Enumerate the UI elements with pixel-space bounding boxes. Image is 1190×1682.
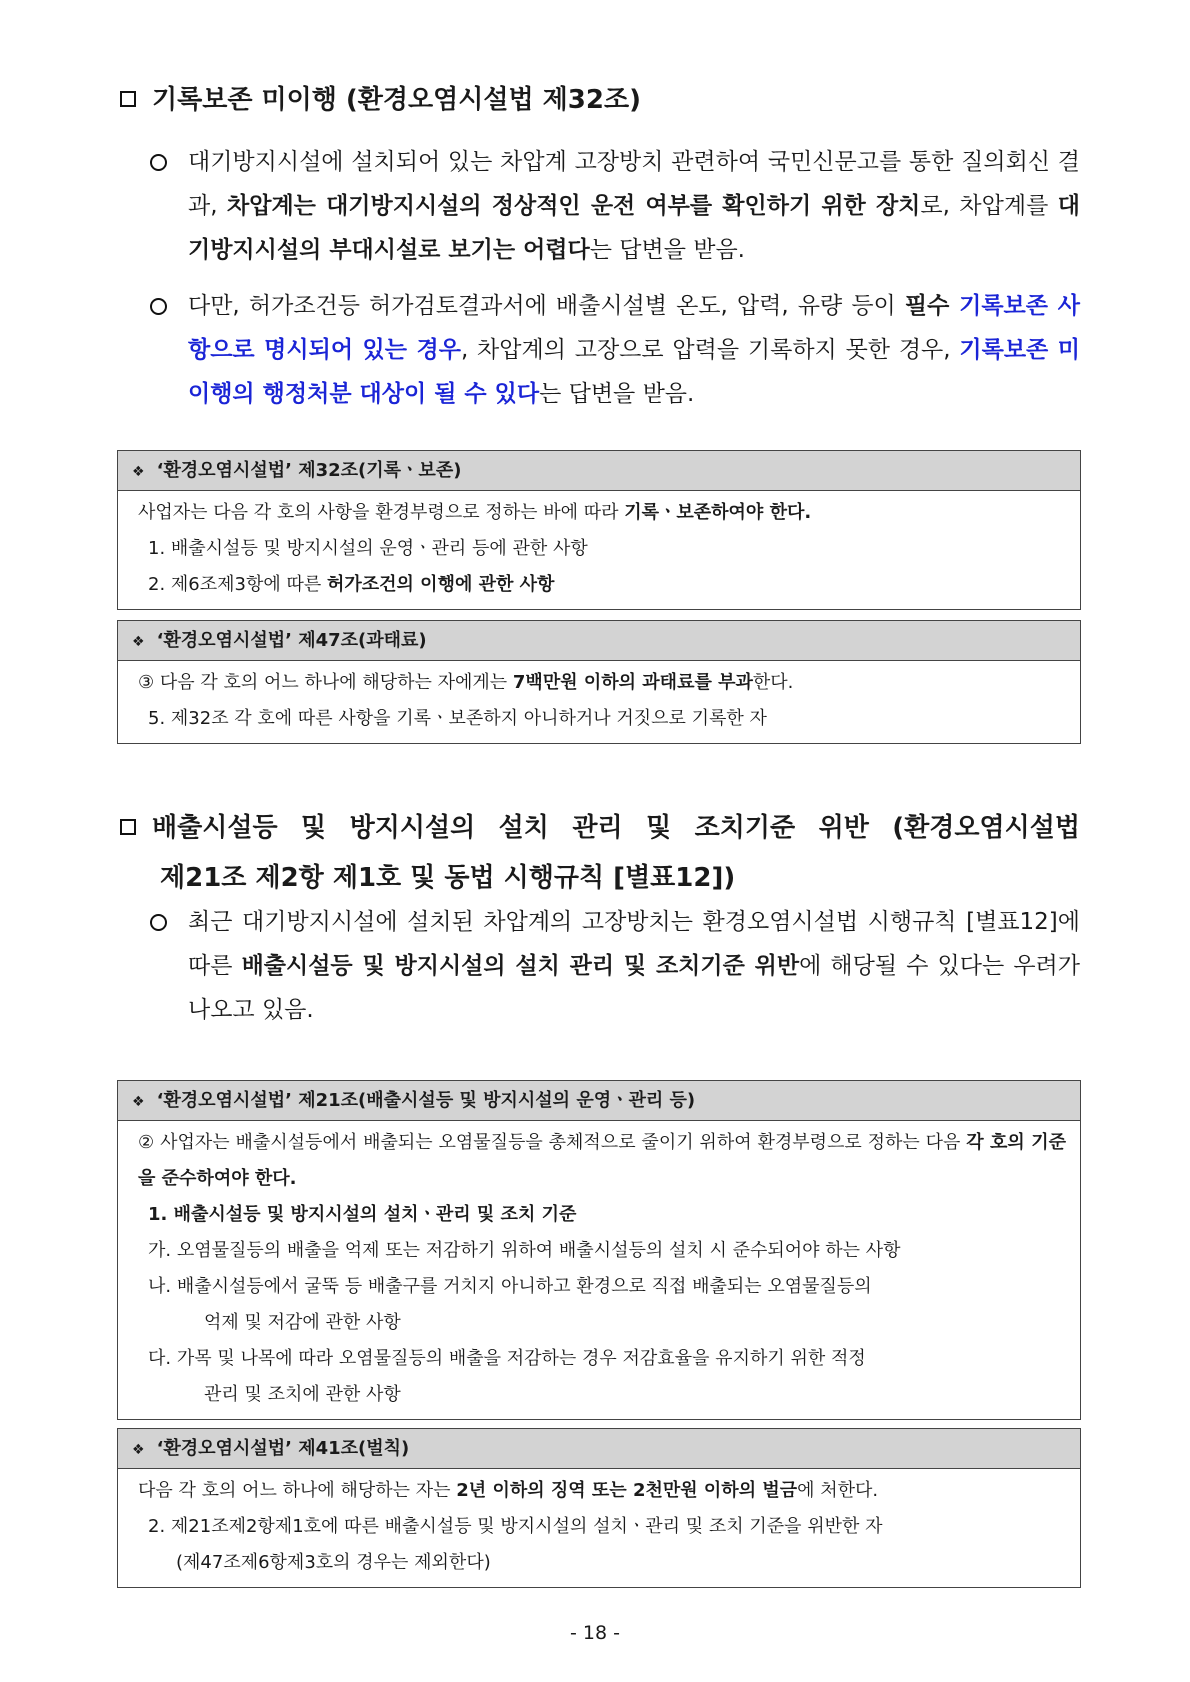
circle-bullet-icon (150, 154, 167, 171)
diamond-bullet-icon: ❖ (132, 1442, 145, 1458)
text-run: ③ 다음 각 호의 어느 하나에 해당하는 자에게는 (138, 672, 513, 693)
bullet-text (188, 149, 1080, 263)
law-line (138, 1341, 1066, 1377)
checkbox-square-icon (120, 91, 136, 107)
text-run: 차압계는 대기방지시설의 정상적인 운전 여부를 확인하기 위한 장치 (227, 193, 921, 219)
law-box-article-47 (117, 620, 1081, 744)
text-run: 최근 대기방지시설에 설치된 차압계의 고장방치는 환경오염시설법 시행규칙 [별표12]에 따른 (188, 909, 1080, 979)
text-run: 억제 및 저감에 관한 사항 (204, 1312, 401, 1333)
diamond-bullet-icon: ❖ (132, 464, 145, 480)
law-box-body (118, 661, 1080, 743)
law-line (138, 1305, 1066, 1341)
law-line (138, 1233, 1066, 1269)
section-2-title-line1: 배출시설등 및 방지시설의 설치 관리 및 조치기준 위반 (환경오염시설법 (152, 813, 1080, 843)
text-run: 는 답변을 받음. (589, 237, 745, 263)
law-line (138, 495, 1066, 531)
section-2-heading (120, 806, 1080, 900)
section-2-bullets (150, 900, 1080, 1032)
law-box-title: ‘환경오염시설법’ 제47조(과태료) (156, 630, 427, 651)
law-box-header (118, 1081, 1080, 1121)
text-run: 기록보존 사항으로 명시되어 있는 경우 (188, 293, 1081, 363)
text-run: 7백만원 이하의 과태료를 부과 (512, 672, 753, 693)
text-run: 1. 배출시설등 및 방지시설의 설치ㆍ관리 및 조치 기준 (148, 1204, 577, 1225)
law-line (138, 1545, 1066, 1581)
law-box-article-32 (117, 450, 1081, 610)
text-run: 에 처한다. (797, 1480, 879, 1501)
text-run: 로, 차압계를 (920, 193, 1058, 219)
text-run: 배출시설등 및 방지시설의 설치 관리 및 조치기준 위반 (241, 953, 800, 979)
law-line (138, 701, 1066, 737)
law-line (138, 1197, 1066, 1233)
checkbox-square-icon (120, 819, 136, 835)
law-box-body (118, 1469, 1080, 1587)
text-run: 관리 및 조치에 관한 사항 (204, 1384, 401, 1405)
bullet-paragraph (150, 140, 1080, 272)
law-line (138, 1509, 1066, 1545)
diamond-bullet-icon: ❖ (132, 1094, 145, 1110)
bullet-text (188, 909, 1080, 1023)
text-run: 2. 제21조제2항제1호에 따른 배출시설등 및 방지시설의 설치ㆍ관리 및 조치 기준을 위반한 자 (148, 1516, 883, 1537)
text-run: 다음 각 호의 어느 하나에 해당하는 자는 (138, 1480, 457, 1501)
law-box-title: ‘환경오염시설법’ 제32조(기록ㆍ보존) (156, 460, 462, 481)
text-run: 나. 배출시설등에서 굴뚝 등 배출구를 거치지 아니하고 환경으로 직접 배출되는 오염물질등의 (148, 1276, 872, 1297)
circle-bullet-icon (150, 298, 167, 315)
text-run: 필수 (904, 293, 950, 319)
text-run: 5. 제32조 각 호에 따른 사항을 기록ㆍ보존하지 아니하거나 거짓으로 기록한 자 (148, 708, 767, 729)
text-run: 대기방지시설에 설치되어 있는 차압계 고장방치 관련하여 국민신문고를 통한 질의회신 결과, (188, 149, 1080, 219)
law-line (138, 567, 1066, 603)
text-run: ② 사업자는 배출시설등에서 배출되는 오염물질등을 총체적으로 줄이기 위하여 환경부령으로 정하는 다음 (138, 1132, 967, 1153)
law-line (138, 665, 1066, 701)
text-run: 2. 제6조제3항에 따른 (148, 574, 327, 595)
text-run: 사업자는 다음 각 호의 사항을 환경부령으로 정하는 바에 따라 (138, 502, 625, 523)
text-run: 허가조건의 이행에 관한 사항 (326, 574, 555, 595)
law-box-article-21 (117, 1080, 1081, 1420)
law-box-header (118, 451, 1080, 491)
law-box-article-41 (117, 1428, 1081, 1588)
diamond-bullet-icon: ❖ (132, 634, 145, 650)
text-run: 다. 가목 및 나목에 따라 오염물질등의 배출을 저감하는 경우 저감효율을 유지하기 위한 적정 (148, 1348, 866, 1369)
text-run: 가. 오염물질등의 배출을 억제 또는 저감하기 위하여 배출시설등의 설치 시 준수되어야 하는 사항 (148, 1240, 901, 1261)
law-box-title: ‘환경오염시설법’ 제21조(배출시설등 및 방지시설의 운영ㆍ관리 등) (156, 1090, 696, 1111)
text-run: 다만, 허가조건등 허가검토결과서에 배출시설별 온도, 압력, 유량 등이 (188, 293, 905, 319)
text-run: 는 답변을 받음. (539, 381, 695, 407)
text-run: 대기방지시설의 부대시설로 보기는 어렵다 (188, 193, 1080, 263)
law-line (138, 1269, 1066, 1305)
bullet-paragraph (150, 900, 1080, 1032)
law-line (138, 1473, 1066, 1509)
circle-bullet-icon (150, 914, 167, 931)
law-box-body (118, 491, 1080, 609)
law-box-title: ‘환경오염시설법’ 제41조(벌칙) (156, 1438, 410, 1459)
law-line (138, 1125, 1066, 1197)
text-run: 각 호의 기준을 준수하여야 한다. (138, 1132, 1066, 1189)
law-box-header (118, 621, 1080, 661)
page-number: - 18 - (570, 1622, 620, 1644)
text-run: 2년 이하의 징역 또는 2천만원 이하의 벌금 (456, 1480, 798, 1501)
section-2-title-line2: 제21조 제2항 제1호 및 동법 시행규칙 [별표12]) (160, 863, 736, 893)
bullet-text (188, 293, 1080, 407)
law-box-header (118, 1429, 1080, 1469)
text-run: 기록보존 미이행의 행정처분 대상이 될 수 있다 (188, 337, 1080, 407)
law-line (138, 531, 1066, 567)
text-run: (제47조제6항제3호의 경우는 제외한다) (176, 1552, 491, 1573)
bullet-paragraph (150, 284, 1080, 416)
text-run: 에 해당될 수 있다는 우려가 나오고 있음. (188, 953, 1080, 1023)
law-line (138, 1377, 1066, 1413)
law-box-body (118, 1121, 1080, 1419)
text-run: 기록ㆍ보존하여야 한다. (624, 502, 812, 523)
section-1-title: 기록보존 미이행 (환경오염시설법 제32조) (152, 85, 641, 115)
text-run: , 차압계의 고장으로 압력을 기록하지 못한 경우, (460, 337, 960, 363)
text-run: 1. 배출시설등 및 방지시설의 운영ㆍ관리 등에 관한 사항 (148, 538, 588, 559)
text-run: 한다. (752, 672, 794, 693)
section-1-heading (120, 78, 641, 122)
section-1-bullets (150, 140, 1080, 416)
